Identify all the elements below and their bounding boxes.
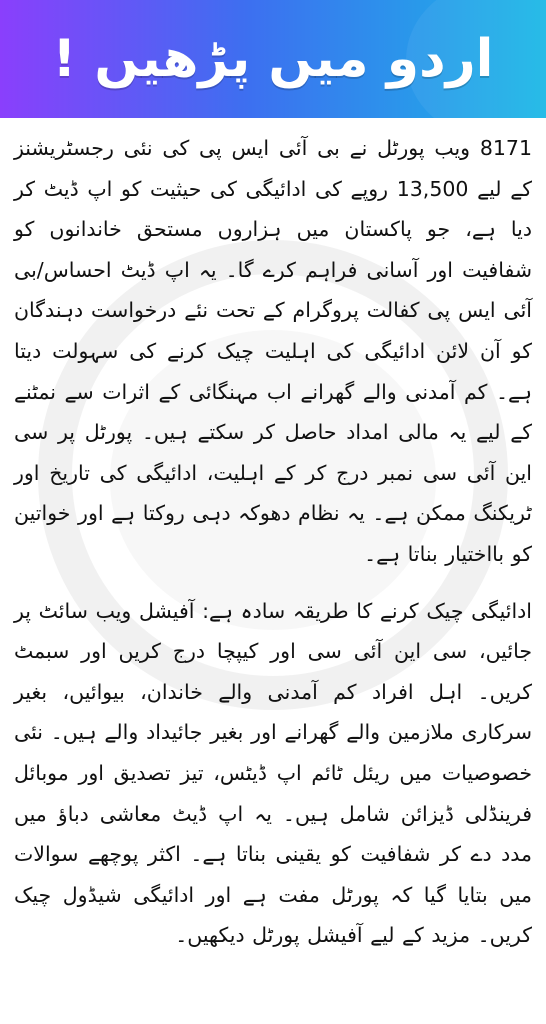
article-paragraph-1: 8171 ویب پورٹل نے بی آئی ایس پی کی نئی رجسٹریشنز کے لیے 13,500 روپے کی ادائیگی کی حیثیت کو اپ ڈیٹ کر دیا ہے، جو پاکستان میں ہزاروں مستحق خاندانوں کو شفافیت اور آسانی فراہم کرے گا۔ یہ اپ ڈیٹ احساس/بی آئی ایس پی کفالت پروگرام کے تحت نئے درخواست دہندگان کو آن لائن ادائیگی کی اہلیت چیک کرنے کی سہولت دیتا ہے۔ کم آمدنی والے گھرانے اب مہنگائی کے اثرات سے نمٹنے کے لیے یہ مالی امداد حاصل کر سکتے ہیں۔ پورٹل پر سی این آئی سی نمبر درج کر کے اہلیت، ادائیگی کی تاریخ اور ٹریکنگ ممکن ہے۔ یہ نظام دھوکہ دہی روکتا ہے اور خواتین کو بااختیار بناتا ہے۔ — [14, 136, 532, 566]
article-paragraph-2: ادائیگی چیک کرنے کا طریقہ سادہ ہے: آفیشل ویب سائٹ پر جائیں، سی این آئی سی اور کیپچا درج کریں اور سبمٹ کریں۔ اہل افراد کم آمدنی والے خاندان، بیوائیں، بغیر سرکاری ملازمین والے گھرانے اور بغیر جائیداد والے ہیں۔ نئی خصوصیات میں ریئل ٹائم اپ ڈیٹس، تیز تصدیق اور موبائل فرینڈلی ڈیزائن شامل ہیں۔ یہ اپ ڈیٹ معاشی دباؤ میں مدد دے کر شفافیت کو یقینی بناتا ہے۔ اکثر پوچھے سوالات میں بتایا گیا کہ پورٹل مفت ہے اور ادائیگی شیڈول چیک کریں۔ مزید کے لیے آفیشل پورٹل دیکھیں۔ — [14, 598, 532, 948]
title-banner — [0, 0, 546, 118]
article-body — [14, 128, 532, 956]
banner-title: اردو میں پڑھیں ! — [52, 29, 494, 89]
